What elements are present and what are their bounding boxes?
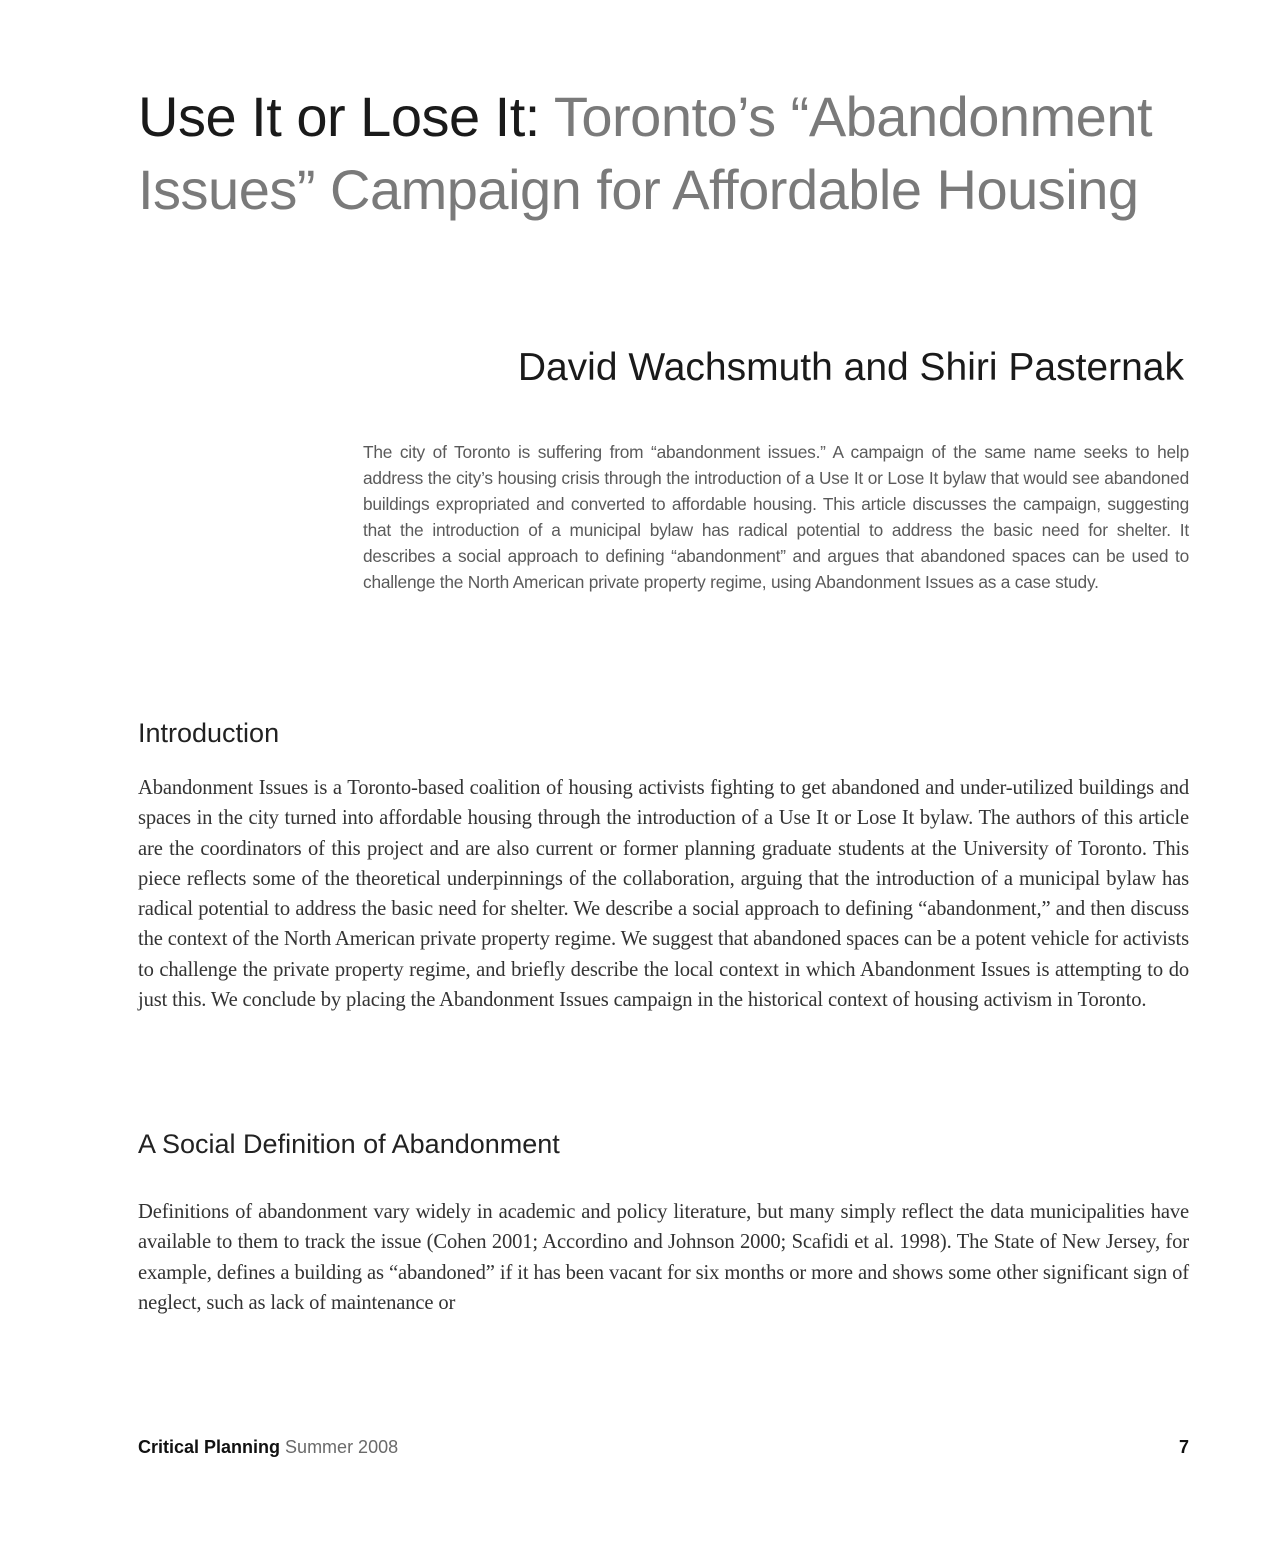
- section-heading-social-definition: A Social Definition of Abandonment: [138, 1129, 560, 1159]
- article-title: [138, 80, 1198, 226]
- article-abstract: The city of Toronto is suffering from “abandonment issues.” A campaign of the same name seeks to help address the city’s housing crisis through the introduction of a Use It or Lose It bylaw that would see abandoned buildings expropriated and converted to affordable housing. This article discusses the campaign, suggesting that the introduction of a municipal bylaw has radical potential to address the basic need for shelter. It describes a social approach to defining “abandonment” and argues that abandoned spaces can be used to challenge the North American private property regime, using Abandonment Issues as a case study.: [363, 442, 1189, 592]
- article-title-subtitle: Toronto’s “Abandonment Issues” Campaign for Affordable Housing: [138, 85, 1153, 221]
- footer-issue-date: Summer 2008: [285, 1437, 399, 1457]
- section-heading-introduction: Introduction: [138, 718, 280, 748]
- section-body-social-definition: Definitions of abandonment vary widely in academic and policy literature, but many simply reflect the data municipalities have available to them to track the issue (Cohen 2001; Accordino and Johnson 2000; Scafidi et al. 1998). The State of New Jersey, for example, defines a building as “abandoned” if it has been vacant for six months or more and shows some other significant sign of neglect, such as lack of maintenance or: [138, 1201, 1189, 1314]
- article-authors: David Wachsmuth and Shiri Pasternak: [517, 346, 1184, 389]
- footer-publication: [138, 1435, 398, 1459]
- section-body-introduction: Abandonment Issues is a Toronto-based coalition of housing activists fighting to get abandoned and under-utilized buildings and spaces in the city turned into affordable housing through the introduction of a Use It or Lose It bylaw. The authors of this article are the coordinators of this project and are also current or former planning graduate students at the University of Toronto. This piece reflects some of the theoretical underpinnings of the collaboration, arguing that the introduction of a municipal bylaw has radical potential to address the basic need for shelter. We describe a social approach to defining “abandonment,” and then discuss the context of the North American private property regime. We suggest that abandoned spaces can be a potent vehicle for activists to challenge the private property regime, and briefly describe the local context in which Abandonment Issues is attempting to do just this. We conclude by placing the Abandonment Issues campaign in the historical context of housing activism in Toronto.: [138, 777, 1189, 1012]
- footer-journal-name: Critical Planning: [138, 1437, 281, 1457]
- page-number: 7: [1178, 1437, 1189, 1457]
- article-title-main: Use It or Lose It:: [138, 85, 540, 148]
- page-footer: [138, 1435, 1189, 1459]
